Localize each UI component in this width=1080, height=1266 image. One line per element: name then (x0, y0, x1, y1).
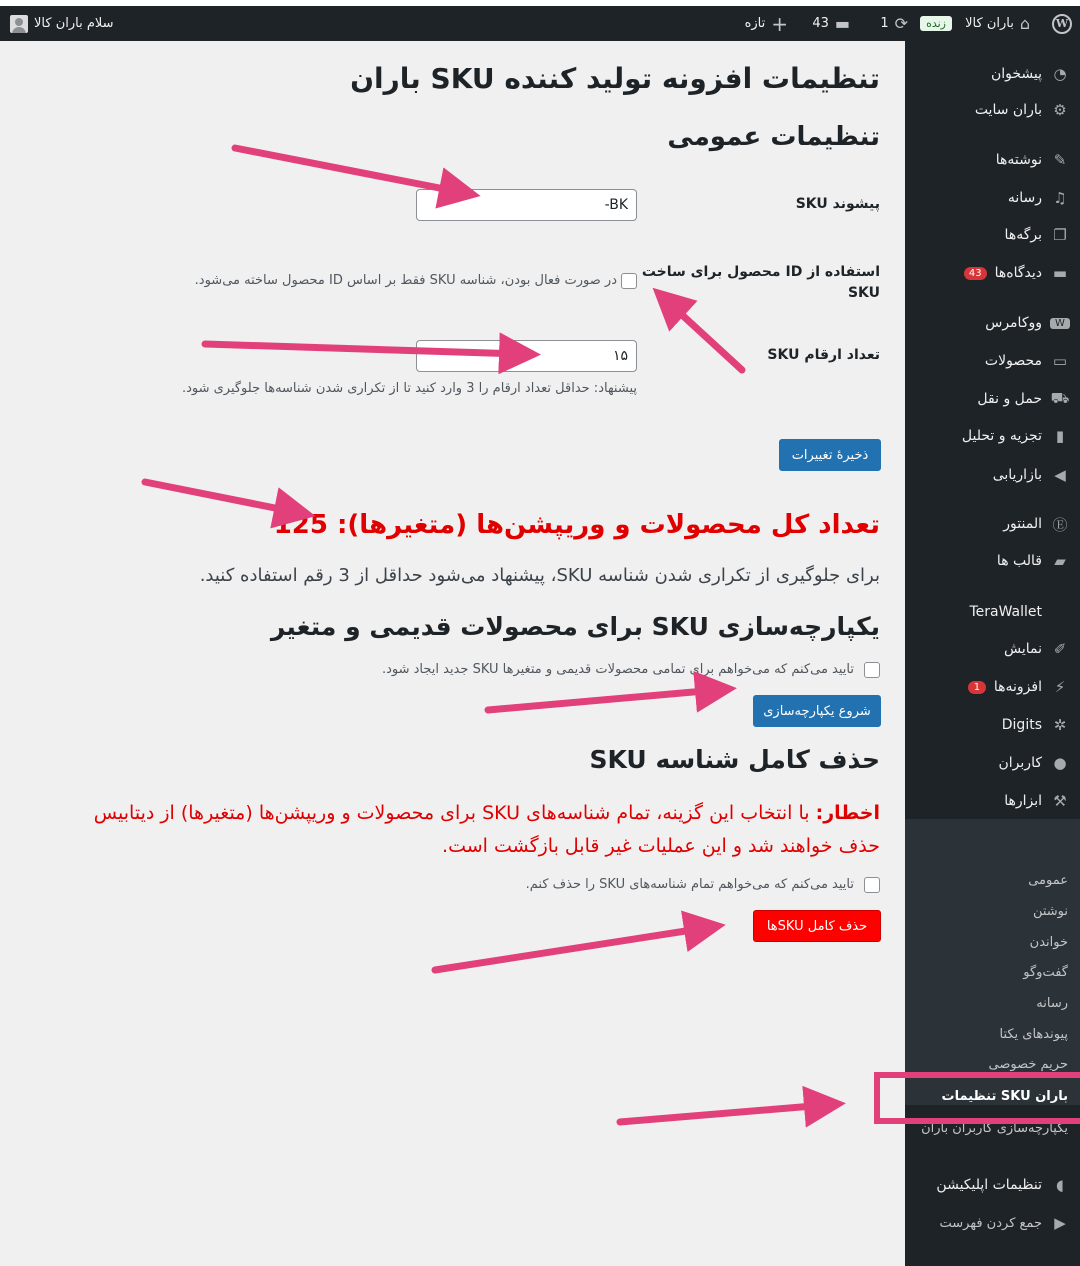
pages-icon: ❐ (1053, 226, 1067, 244)
new-label: تازه (744, 16, 766, 31)
home-icon: ⌂ (1019, 13, 1030, 33)
gear-icon: ⚙ (1053, 101, 1067, 119)
live-status (920, 6, 952, 41)
submenu-discussion[interactable]: گفت‌وگو (1023, 965, 1068, 980)
admin-bar (0, 6, 1080, 41)
digits-hint: پیشنهاد: حداقل تعداد ارقام را 3 وارد کنید تا از تکراری شدن شناسه‌ها جلوگیری شود. (181, 381, 637, 396)
sidebar-item-users[interactable] (905, 747, 1080, 779)
sidebar-item-dashboard[interactable] (905, 58, 1080, 90)
site-name-menu[interactable] (965, 6, 1030, 41)
plugin-icon: ⚡ (1054, 678, 1066, 696)
collapse-icon: ▶ (1054, 1214, 1066, 1232)
sidebar-item-label: جمع کردن فهرست (939, 1215, 1042, 1231)
arrow-to-delete-button (435, 928, 705, 970)
delete-warning (94, 797, 880, 863)
arrow-to-use-id-checkbox (668, 302, 742, 370)
warning-line2: حذف خواهند شد و این عملیات غیر قابل بازگشت است. (442, 835, 880, 857)
arrow-to-unify-checkbox (488, 690, 716, 710)
comments-menu[interactable] (812, 6, 850, 41)
live-badge: زنده (920, 16, 952, 31)
sidebar-item-label: تنظیمات اپلیکیشن (936, 1177, 1042, 1193)
settings-submenu (905, 819, 1080, 1136)
use-id-label-line1: استفاده از ID محصول برای ساخت (641, 264, 880, 280)
wp-logo-menu[interactable] (1052, 6, 1072, 41)
app-icon: ◖ (1056, 1176, 1064, 1194)
sidebar-item-analytics[interactable] (905, 420, 1080, 452)
sidebar-item-pages[interactable] (905, 219, 1080, 251)
truck-icon: ⛟ (1050, 389, 1070, 407)
sidebar-item-comments[interactable] (905, 257, 1080, 289)
folder-icon: ▰ (1054, 552, 1066, 570)
user-icon: ● (1053, 754, 1067, 772)
page-title: تنظیمات افزونه تولید کننده SKU باران (350, 62, 880, 95)
sidebar-item-label: نمایش (1003, 641, 1042, 657)
comment-bubble-icon: ▬ (834, 13, 850, 33)
annotation-highlight-box (874, 1072, 1080, 1124)
comments-badge: 43 (964, 267, 987, 280)
wrench-icon: ⚒ (1053, 792, 1067, 810)
sidebar-item-label: تجزیه و تحلیل (961, 428, 1042, 444)
unify-title: یکپارچه‌سازی SKU برای محصولات قدیمی و متغیر (270, 612, 880, 641)
digits-label: تعداد ارقام SKU (767, 347, 880, 363)
comment-icon: ▬ (1052, 264, 1068, 282)
sidebar-item-media[interactable] (905, 182, 1080, 214)
sidebar-item-label: محصولات (984, 353, 1042, 369)
sidebar-item-templates[interactable] (905, 545, 1080, 577)
sidebar-item-label: المنتور (1003, 516, 1042, 532)
active-caret (897, 829, 905, 845)
updates-menu[interactable] (880, 6, 908, 41)
sidebar-item-shipping[interactable] (905, 383, 1080, 415)
digits-icon: ✲ (1053, 716, 1067, 734)
megaphone-icon: ◀ (1054, 466, 1066, 484)
delete-confirm-label: تایید می‌کنم که می‌خواهم تمام شناسه‌های SKU را حذف کنم. (525, 877, 854, 892)
sidebar-item-digits[interactable] (905, 709, 1080, 741)
pin-icon: ✎ (1053, 151, 1067, 169)
warning-line1: با انتخاب این گزینه، تمام شناسه‌های SKU برای محصولات و وریپشن‌ها (متغیرها) از دیتابیس (93, 802, 810, 824)
wordpress-icon: W (1052, 14, 1072, 34)
save-changes-button[interactable]: ذخیرهٔ تغییرات (779, 439, 881, 471)
unify-confirm-label: تایید می‌کنم که می‌خواهم برای تمامی محصولات قدیمی و متغیرها SKU جدید ایجاد شود. (381, 662, 854, 677)
sidebar-item-label: افزونه‌ها (993, 679, 1042, 695)
chart-icon: ▮ (1055, 427, 1065, 445)
total-products-title: تعداد کل محصولات و وریپشن‌ها (متغیرها): 125 (273, 510, 880, 540)
sidebar-item-products[interactable] (905, 345, 1080, 377)
submenu-media[interactable]: رسانه (1036, 996, 1068, 1011)
media-icon: ♫ (1053, 189, 1067, 207)
sidebar-item-posts[interactable] (905, 144, 1080, 176)
sidebar-item-label: پیشخوان (990, 66, 1042, 82)
account-menu[interactable] (10, 6, 114, 41)
sidebar-item-label: قالب ها (996, 553, 1042, 569)
prefix-label: پیشوند SKU (795, 196, 880, 212)
submenu-privacy[interactable]: حریم خصوصی (988, 1057, 1068, 1072)
delete-all-sku-button[interactable]: حذف کامل SKUها (753, 910, 881, 942)
comments-count: 43 (812, 16, 829, 31)
unify-confirm-checkbox[interactable] (864, 662, 880, 678)
sidebar-item-label: برگه‌ها (1004, 227, 1042, 243)
submenu-baran-user-sync[interactable]: یکپارچه‌سازی کاربران باران (921, 1121, 1068, 1136)
brush-icon: ✐ (1053, 640, 1067, 658)
use-id-label-line2: SKU (847, 285, 880, 301)
arrow-to-sku-submenu (620, 1105, 825, 1122)
general-settings-title: تنظیمات عمومی (667, 122, 880, 152)
sidebar-item-tools[interactable] (905, 785, 1080, 817)
sidebar-item-label: حمل و نقل (977, 391, 1042, 407)
use-id-label (642, 262, 880, 304)
sidebar-item-label: ابزارها (1004, 793, 1042, 809)
dashboard-icon: ◔ (1053, 65, 1067, 83)
submenu-permalinks[interactable]: پیوندهای یکتا (999, 1027, 1068, 1042)
updates-count: 1 (880, 16, 889, 31)
sidebar-item-label: ووکامرس (985, 315, 1042, 331)
delete-title: حذف کامل شناسه SKU (589, 745, 880, 774)
elementor-icon: Ⓔ (1052, 515, 1068, 534)
archive-icon: ▭ (1052, 352, 1068, 370)
greeting: سلام باران کالا (34, 16, 114, 31)
sidebar-item-marketing[interactable] (905, 459, 1080, 491)
sidebar-item-baran-site[interactable] (905, 94, 1080, 126)
collapse-menu-button[interactable] (905, 1207, 1080, 1239)
sidebar-item-label: کاربران (998, 755, 1042, 771)
sidebar-item-plugins[interactable] (905, 671, 1080, 703)
sku-digits-input[interactable] (416, 340, 637, 372)
submenu-baran-sku-settings[interactable]: تنظیمات SKU باران (941, 1089, 1068, 1104)
sidebar-item-app-settings[interactable] (905, 1169, 1080, 1201)
sidebar-item-elementor[interactable] (905, 508, 1080, 540)
total-products-hint: برای جلوگیری از تکراری شدن شناسه SKU، پیشنهاد می‌شود حداقل از 3 رقم استفاده کنید. (199, 565, 880, 586)
start-unify-button[interactable]: شروع یکپارچه‌سازی (753, 695, 881, 727)
plus-icon: + (771, 11, 788, 36)
sidebar-item-label: باران سایت (974, 102, 1042, 118)
sidebar-item-label: بازاریابی (992, 467, 1042, 483)
submenu-general[interactable]: عمومی (1028, 873, 1068, 888)
warning-label: اخطار: (815, 802, 880, 824)
sidebar-item-terawallet[interactable] (905, 596, 1080, 628)
site-name: باران کالا (965, 16, 1014, 31)
refresh-icon: ⟳ (894, 13, 908, 33)
plugins-badge: 1 (968, 681, 986, 694)
sidebar-item-woocommerce[interactable] (905, 307, 1080, 339)
delete-confirm-checkbox[interactable] (864, 877, 880, 893)
sidebar-item-label: نوشته‌ها (995, 152, 1042, 168)
sidebar-item-appearance[interactable] (905, 633, 1080, 665)
use-id-description: در صورت فعال بودن، شناسه SKU فقط بر اساس ID محصول ساخته می‌شود. (194, 273, 617, 288)
arrow-to-total-title (145, 482, 295, 512)
woo-icon: W (1050, 318, 1070, 329)
submenu-writing[interactable]: نوشتن (1032, 904, 1068, 919)
arrow-to-prefix-input (235, 148, 460, 192)
use-id-checkbox[interactable] (621, 273, 637, 289)
sidebar-item-label: رسانه (1007, 190, 1042, 206)
sidebar-item-label: دیدگاه‌ها (994, 265, 1042, 281)
sidebar-item-label: Digits (1001, 717, 1042, 733)
sku-prefix-input[interactable] (416, 189, 637, 221)
sidebar-item-label: TeraWallet (969, 604, 1042, 620)
submenu-reading[interactable]: خواندن (1029, 935, 1068, 950)
new-content-menu[interactable] (745, 6, 788, 41)
avatar (10, 15, 28, 33)
